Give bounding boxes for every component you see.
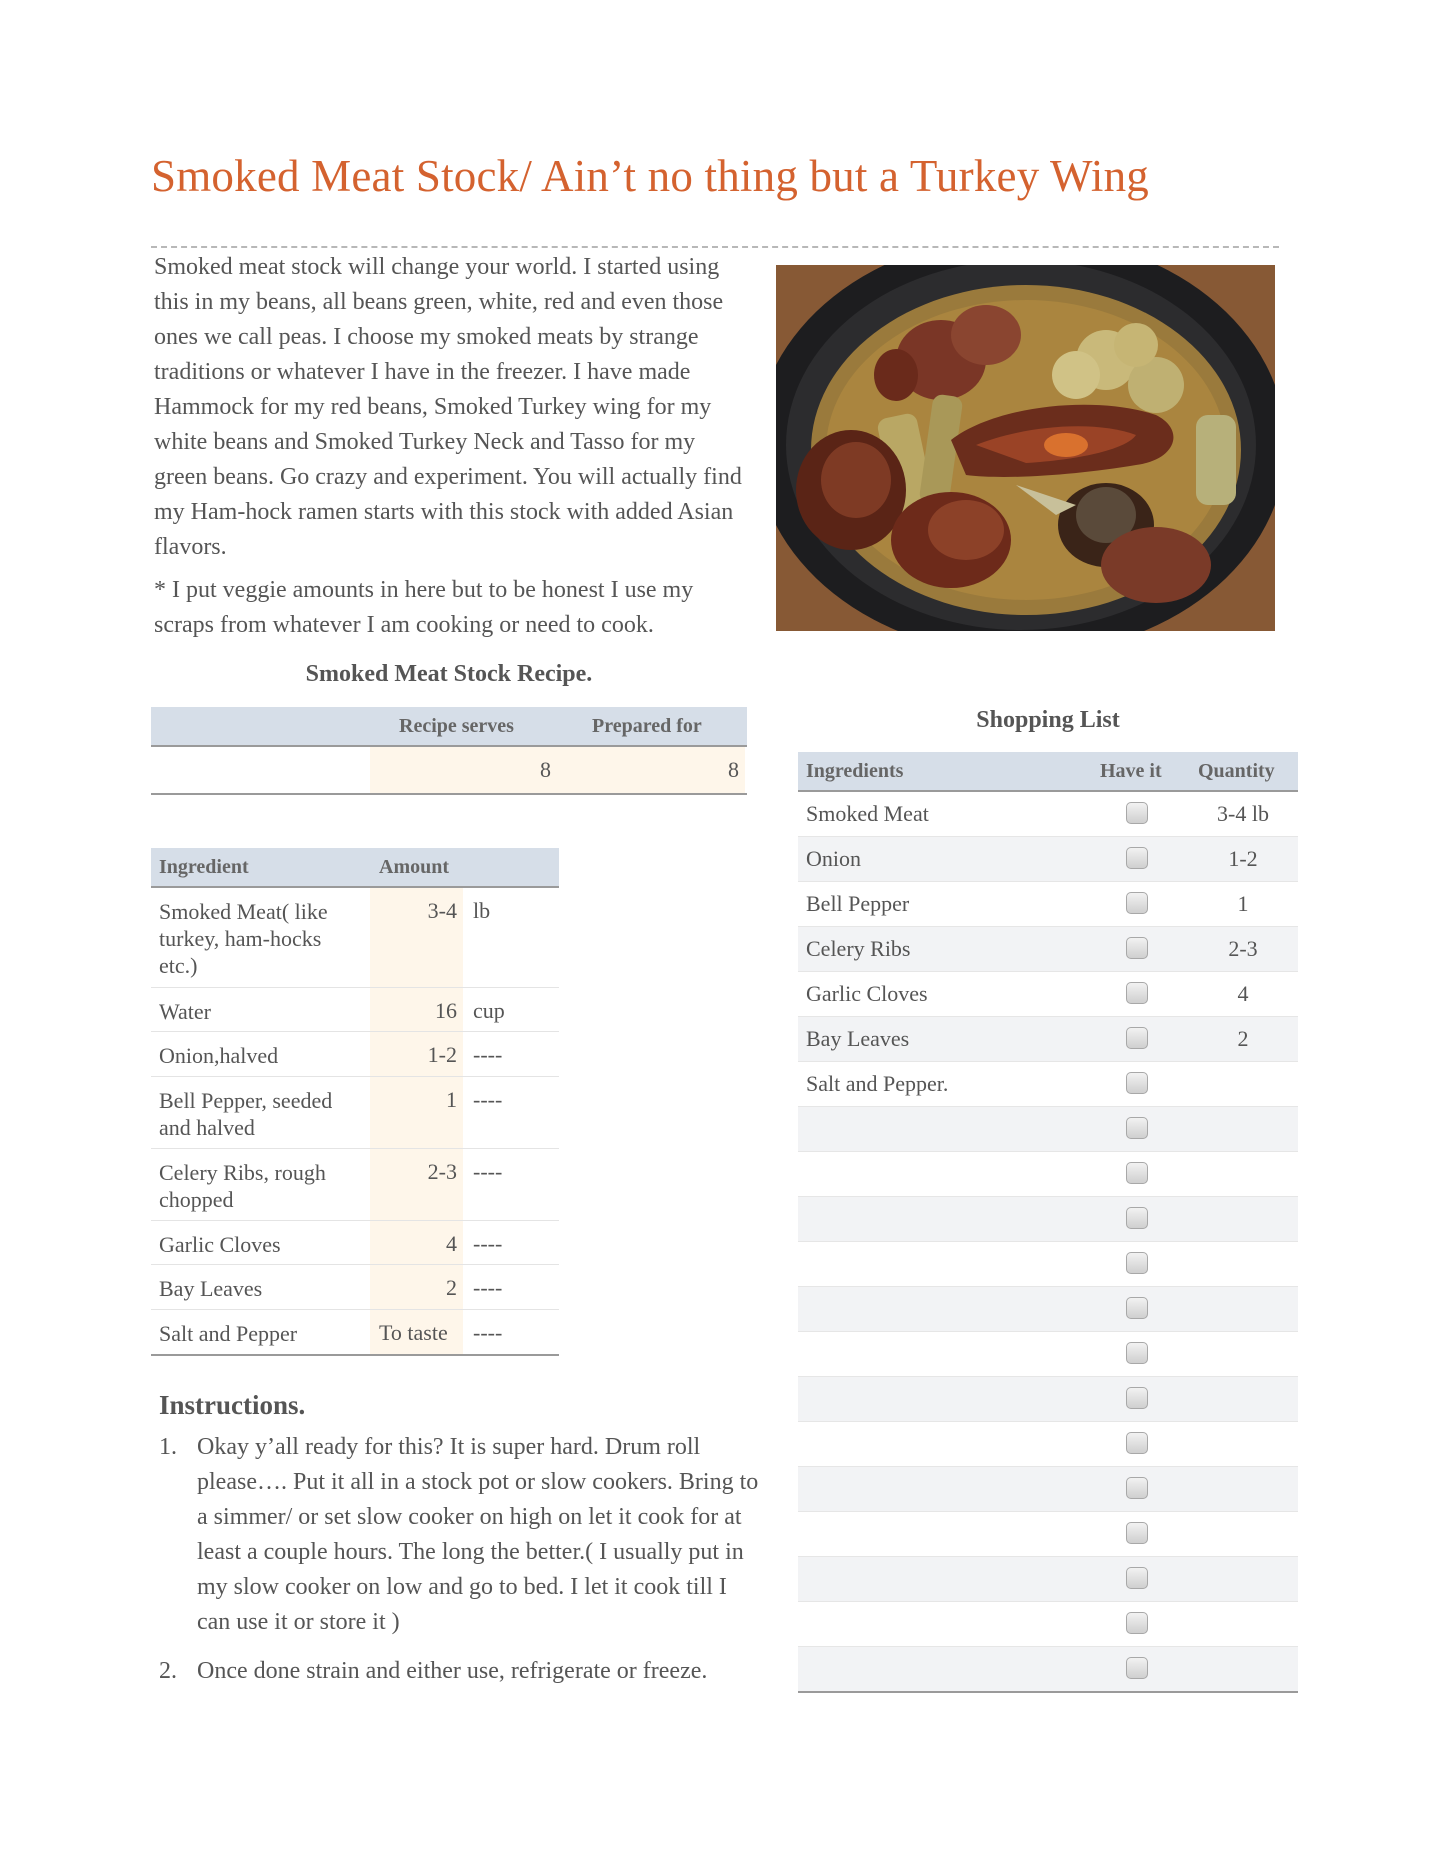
ingredient-amount: To taste [379, 1320, 448, 1345]
shopping-ingredients-header: Ingredients [806, 760, 904, 782]
ingredient-unit: ---- [473, 1159, 503, 1184]
list-item [798, 1332, 1298, 1377]
table-row [151, 888, 559, 988]
list-item [798, 1422, 1298, 1467]
amount-header: Amount [379, 856, 450, 878]
list-item [798, 1062, 1298, 1107]
serves-row [151, 747, 747, 795]
ingredient-name: Salt and Pepper [159, 1321, 298, 1346]
ingredient-unit: cup [473, 998, 505, 1023]
list-item [798, 792, 1298, 837]
shopping-item-name: Celery Ribs [806, 936, 911, 961]
prepared-for-value[interactable]: 8 [728, 757, 739, 782]
have-it-checkbox[interactable] [1126, 1342, 1148, 1364]
ingredient-amount: 2 [446, 1275, 457, 1300]
shopping-item-quantity: 3-4 lb [1217, 801, 1269, 826]
have-it-checkbox[interactable] [1126, 802, 1148, 824]
have-it-checkbox[interactable] [1126, 982, 1148, 1004]
have-it-checkbox[interactable] [1126, 847, 1148, 869]
step-text: Okay y’all ready for this? It is super hard. Drum roll please…. Put it all in a stock pot or slow cookers. Bring to a simmer/ or set slow cooker on high on let it cook for at least a couple hours. The long the better.( I usually put in my slow cooker on low and go to bed. I let it cook till I can use it or store it ) [197, 1434, 759, 1635]
have-it-checkbox[interactable] [1126, 1162, 1148, 1184]
list-item [798, 1242, 1298, 1287]
have-it-checkbox[interactable] [1126, 1612, 1148, 1634]
prepared-for-header: Prepared for [592, 715, 702, 737]
ingredient-unit: ---- [473, 1275, 503, 1300]
list-item [798, 1017, 1298, 1062]
ingredient-amount: 3-4 [427, 898, 457, 923]
serves-table [151, 707, 747, 795]
instruction-step [159, 1430, 759, 1640]
ingredient-amount: 4 [446, 1231, 457, 1256]
shopping-item-name: Salt and Pepper. [806, 1071, 949, 1096]
have-it-checkbox[interactable] [1126, 1252, 1148, 1274]
ingredient-name: Bay Leaves [159, 1276, 263, 1301]
have-it-header: Have it [1100, 760, 1162, 782]
list-item [798, 1197, 1298, 1242]
intro-note: * I put veggie amounts in here but to be honest I use my scraps from whatever I am cooking or need to cook. [154, 577, 694, 638]
have-it-checkbox[interactable] [1126, 1657, 1148, 1679]
ingredient-unit: lb [473, 898, 491, 923]
shopping-item-quantity: 4 [1237, 981, 1249, 1006]
shopping-item-quantity: 2-3 [1228, 936, 1258, 961]
have-it-checkbox[interactable] [1126, 1207, 1148, 1229]
ingredient-unit: ---- [473, 1320, 503, 1345]
list-item [798, 1467, 1298, 1512]
have-it-checkbox[interactable] [1126, 1297, 1148, 1319]
ingredient-unit: ---- [473, 1231, 503, 1256]
shopping-item-name: Garlic Cloves [806, 981, 928, 1006]
instructions-title: Instructions. [159, 1390, 306, 1420]
recipe-title: Smoked Meat Stock Recipe. [305, 661, 593, 687]
shopping-header [798, 752, 1298, 792]
list-item [798, 1557, 1298, 1602]
ingredient-unit: ---- [473, 1087, 503, 1112]
ingredient-name: Water [159, 999, 211, 1024]
list-item [798, 1107, 1298, 1152]
ingredient-name: Smoked Meat( like turkey, ham-hocks etc.) [159, 899, 328, 978]
have-it-checkbox[interactable] [1126, 1477, 1148, 1499]
ingredient-unit: ---- [473, 1042, 503, 1067]
ingredient-name: Garlic Cloves [159, 1232, 281, 1257]
ingredient-amount: 2-3 [427, 1159, 457, 1184]
table-row [151, 1032, 559, 1077]
have-it-checkbox[interactable] [1126, 1117, 1148, 1139]
page-title: Smoked Meat Stock/ Ain’t no thing but a Turkey Wing [151, 151, 1150, 201]
instruction-step [159, 1654, 759, 1689]
shopping-item-name: Bay Leaves [806, 1026, 910, 1051]
shopping-list-table [798, 752, 1298, 1693]
table-row [151, 1077, 559, 1149]
list-item [798, 927, 1298, 972]
list-item [798, 1647, 1298, 1693]
list-item [798, 1602, 1298, 1647]
ingredient-name: Onion,halved [159, 1043, 279, 1068]
ingredient-amount: 1-2 [427, 1042, 457, 1067]
have-it-checkbox[interactable] [1126, 892, 1148, 914]
step-text: Once done strain and either use, refrigerate or freeze. [197, 1658, 708, 1684]
title-divider [151, 246, 1279, 248]
serves-header [151, 707, 747, 747]
ingredient-name: Bell Pepper, seeded and halved [159, 1088, 333, 1140]
have-it-checkbox[interactable] [1126, 1027, 1148, 1049]
ingredients-table [151, 848, 559, 1356]
have-it-checkbox[interactable] [1126, 937, 1148, 959]
intro-paragraph: Smoked meat stock will change your world. I started using this in my beans, all beans green, white, red and even those ones we call peas. I choose my smoked meats by strange traditions or whatever I have in the freezer. I have made Hammock for my red beans, Smoked Turkey wing for my white beans and Smoked Turkey Neck and Tasso for my green beans. Go crazy and experiment. You will actually find my Ham-hock ramen starts with this stock with added Asian flavors. [154, 254, 742, 560]
shopping-item-name: Smoked Meat [806, 801, 929, 826]
list-item [798, 1377, 1298, 1422]
have-it-checkbox[interactable] [1126, 1072, 1148, 1094]
ingredients-header [151, 848, 559, 888]
intro-text [154, 250, 754, 651]
step-number: 1. [159, 1434, 177, 1460]
shopping-list-title: Shopping List [976, 707, 1120, 733]
quantity-header: Quantity [1198, 760, 1275, 782]
instructions-list [159, 1430, 759, 1703]
shopping-item-quantity: 1 [1237, 891, 1249, 916]
have-it-checkbox[interactable] [1126, 1567, 1148, 1589]
shopping-item-name: Bell Pepper [806, 891, 910, 916]
table-row [151, 1310, 559, 1356]
ingredient-amount: 16 [435, 998, 457, 1023]
shopping-item-quantity: 2 [1237, 1026, 1249, 1051]
shopping-item-quantity: 1-2 [1228, 846, 1258, 871]
table-row [151, 1265, 559, 1310]
stock-pot-image [776, 265, 1275, 631]
list-item [798, 1152, 1298, 1197]
slow-cooker-photo [776, 265, 1275, 631]
table-row [151, 988, 559, 1032]
recipe-serves-header: Recipe serves [399, 715, 514, 737]
ingredient-header: Ingredient [159, 856, 249, 878]
shopping-item-name: Onion [806, 846, 861, 871]
have-it-checkbox[interactable] [1126, 1522, 1148, 1544]
list-item [798, 837, 1298, 882]
list-item [798, 1512, 1298, 1557]
recipe-serves-value[interactable]: 8 [540, 757, 551, 782]
ingredient-name: Celery Ribs, rough chopped [159, 1160, 326, 1212]
list-item [798, 1287, 1298, 1332]
list-item [798, 972, 1298, 1017]
ingredient-amount: 1 [446, 1087, 457, 1112]
serves-cell-bg [370, 747, 745, 793]
have-it-checkbox[interactable] [1126, 1432, 1148, 1454]
list-item [798, 882, 1298, 927]
table-row [151, 1221, 559, 1265]
have-it-checkbox[interactable] [1126, 1387, 1148, 1409]
table-row [151, 1149, 559, 1221]
step-number: 2. [159, 1658, 177, 1684]
